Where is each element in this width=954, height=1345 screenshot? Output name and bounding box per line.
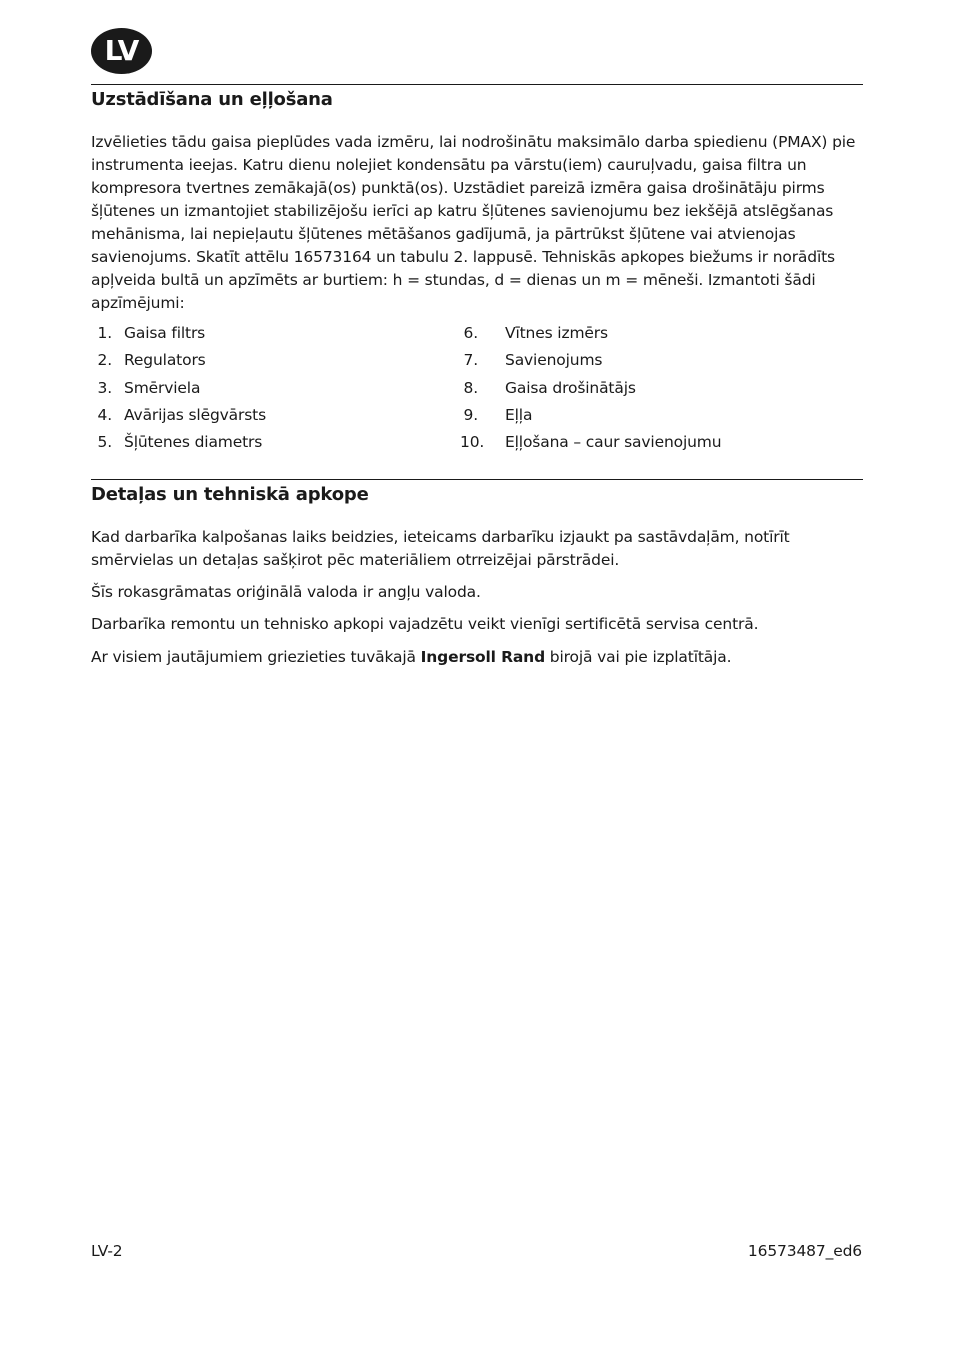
list-item: 1. Gaisa filtrs [97, 324, 206, 342]
language-badge: LV [91, 28, 152, 74]
maintenance-paragraph-contact: Ar visiem jautājumiem griezieties tuvākajā Ingersoll Rand birojā vai pie izplatītāja. [91, 648, 732, 666]
maintenance-paragraph-language: Šīs rokasgrāmatas oriģinālā valoda ir angļu valoda. [91, 583, 481, 601]
legend-list-left [91, 321, 266, 457]
list-item: 4. Avārijas slēgvārsts [97, 405, 267, 424]
list-item: 9. Eļļa [463, 405, 533, 424]
section-divider [91, 479, 863, 480]
list-item: 7. Savienojums [463, 351, 603, 370]
section-divider [91, 84, 863, 85]
brand-name: Ingersoll Rand [420, 648, 546, 666]
maintenance-paragraph-disposal: Kad darbarīka kalpošanas laiks beidzies, ieteicams darbarīku izjaukt pa sastāvdaļām, notīrīt smērvielas un detaļas sašķirot pēc materiāliem otrreizējai pārstrādei. [91, 528, 790, 569]
legend-list-right [460, 321, 721, 457]
list-item: 5. Šļūtenes diametrs [97, 433, 263, 452]
installation-paragraph: Izvēlieties tādu gaisa pieplūdes vada izmēru, lai nodrošinātu maksimālo darba spiedienu (PMAX) pie instrumenta ieejas. Katru dienu nolejiet kondensātu pa vārstu(iem) cauruļvadu, gaisa filtra un kompresora tvertnes zemākajā(os) punktā(os). Uzstādiet pareizā izmēra gaisa drošinātāju pirms šļūtenes un izmantojiet stabilizējošu ierīci ap katru šļūtenes savienojumu bez iekšējā atslēgšanas mehānisma, lai nepieļautu šļūtenes mētāšanos gadījumā, ja pārtrūkst šļūtene vai atvienojas savienojums. Skatīt attēlu 16573164 un tabulu 2. lappusē. Tehniskās apkopes biežums ir norādīts apļveida bultā un apzīmēts ar burtiem: h = stundas, d = dienas un m = mēneši. Izmantoti šādi apzīmējumi: [91, 133, 856, 312]
list-item: 8. Gaisa drošinātājs [463, 378, 636, 397]
section-title-installation: Uzstādīšana un eļļošana [91, 89, 333, 110]
section-title-maintenance: Detaļas un tehniskā apkope [91, 484, 369, 505]
list-item: 10. Eļļošana – caur savienojumu [460, 433, 722, 452]
maintenance-paragraph-service: Darbarīka remontu un tehnisko apkopi vajadzētu veikt vienīgi sertificētā servisa centrā. [91, 615, 759, 633]
list-item: 6. Vītnes izmērs [463, 324, 608, 342]
page-number: LV-2 [91, 1242, 123, 1260]
document-id: 16573487_ed6 [747, 1242, 862, 1260]
list-item: 3. Smērviela [97, 378, 201, 397]
list-item: 2. Regulators [97, 351, 206, 370]
